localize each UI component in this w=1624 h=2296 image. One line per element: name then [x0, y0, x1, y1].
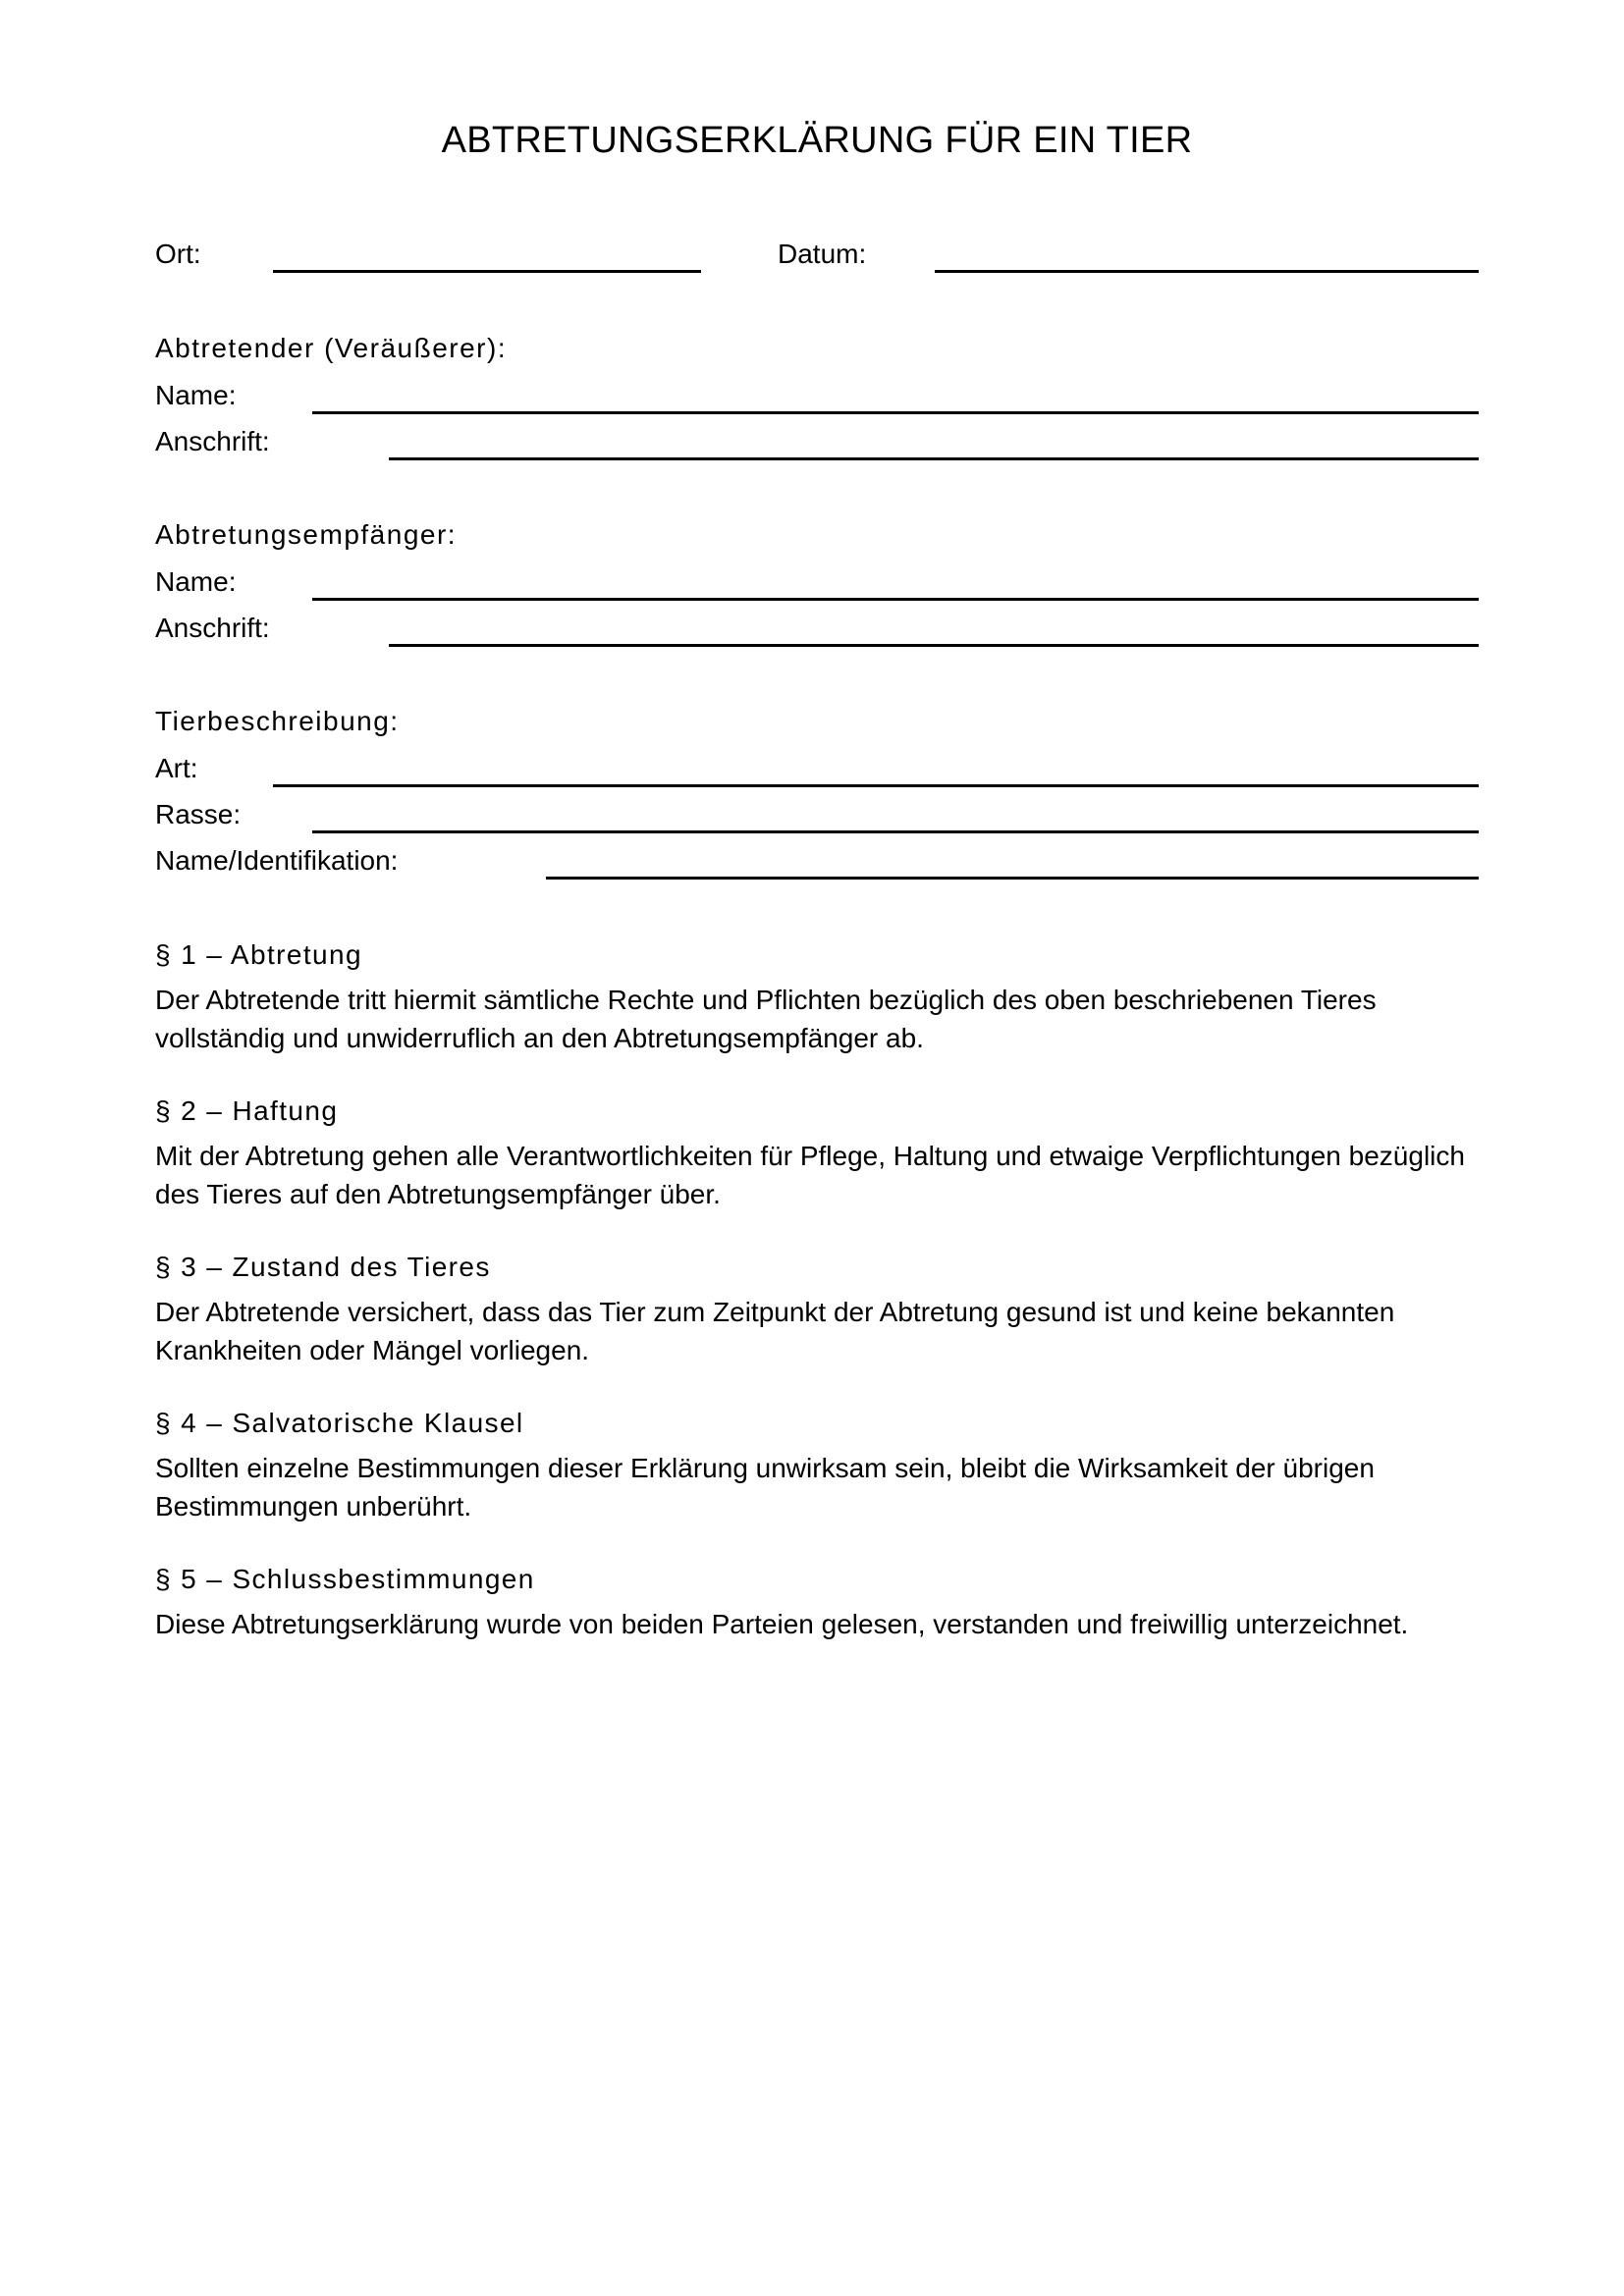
animal-species-field[interactable]: [273, 784, 1479, 787]
paragraph-4-text: Sollten einzelne Bestimmungen dieser Erklärung unwirksam sein, bleibt die Wirksamkeit der übrigen Bestimmungen unberührt.: [155, 1453, 1375, 1522]
document-title: ABTRETUNGSERKLÄRUNG FÜR EIN TIER: [441, 120, 1193, 161]
animal-breed-label: Rasse:: [155, 799, 242, 829]
assignee-address-label: Anschrift:: [155, 613, 270, 643]
paragraph-2-title: § 2 – Haftung: [155, 1095, 339, 1126]
animal-identification-label: Name/Identifikation:: [155, 845, 399, 876]
paragraph-1-text: Der Abtretende tritt hiermit sämtliche Rechte und Pflichten bezüglich des oben beschriebenen Tieres vollständig und unwiderruflich an den Abtretungsempfänger ab.: [155, 985, 1377, 1053]
paragraph-3-text: Der Abtretende versichert, dass das Tier zum Zeitpunkt der Abtretung gesund ist und keine bekannten Krankheiten oder Mängel vorliegen.: [155, 1297, 1395, 1365]
paragraph-4-title: § 4 – Salvatorische Klausel: [155, 1408, 524, 1438]
animal-species-label: Art:: [155, 753, 198, 783]
date-field[interactable]: [935, 270, 1479, 273]
animal-identification-field[interactable]: [546, 877, 1479, 880]
place-label: Ort:: [155, 239, 201, 269]
animal-breed-field[interactable]: [312, 830, 1479, 833]
assignor-heading: Abtretender (Veräußerer):: [155, 333, 508, 363]
paragraph-5-title: § 5 – Schlussbestimmungen: [155, 1564, 535, 1594]
animal-heading: Tierbeschreibung:: [155, 706, 400, 736]
assignee-name-field[interactable]: [312, 598, 1479, 601]
assignor-address-label: Anschrift:: [155, 426, 270, 456]
assignee-heading: Abtretungsempfänger:: [155, 519, 458, 550]
date-label: Datum:: [778, 239, 867, 269]
assignee-address-field[interactable]: [389, 644, 1479, 647]
assignor-name-field[interactable]: [312, 411, 1479, 414]
place-field[interactable]: [273, 270, 701, 273]
paragraph-5-text: Diese Abtretungserklärung wurde von beiden Parteien gelesen, verstanden und freiwillig unterzeichnet.: [155, 1609, 1409, 1639]
paragraph-2-text: Mit der Abtretung gehen alle Verantwortlichkeiten für Pflege, Haltung und etwaige Verpflichtungen bezüglich des Tieres auf den Abtretungsempfänger über.: [155, 1141, 1465, 1209]
paragraph-1-title: § 1 – Abtretung: [155, 939, 362, 970]
assignor-address-field[interactable]: [389, 457, 1479, 460]
assignor-name-label: Name:: [155, 380, 237, 410]
paragraph-3-title: § 3 – Zustand des Tieres: [155, 1252, 491, 1282]
assignee-name-label: Name:: [155, 566, 237, 597]
